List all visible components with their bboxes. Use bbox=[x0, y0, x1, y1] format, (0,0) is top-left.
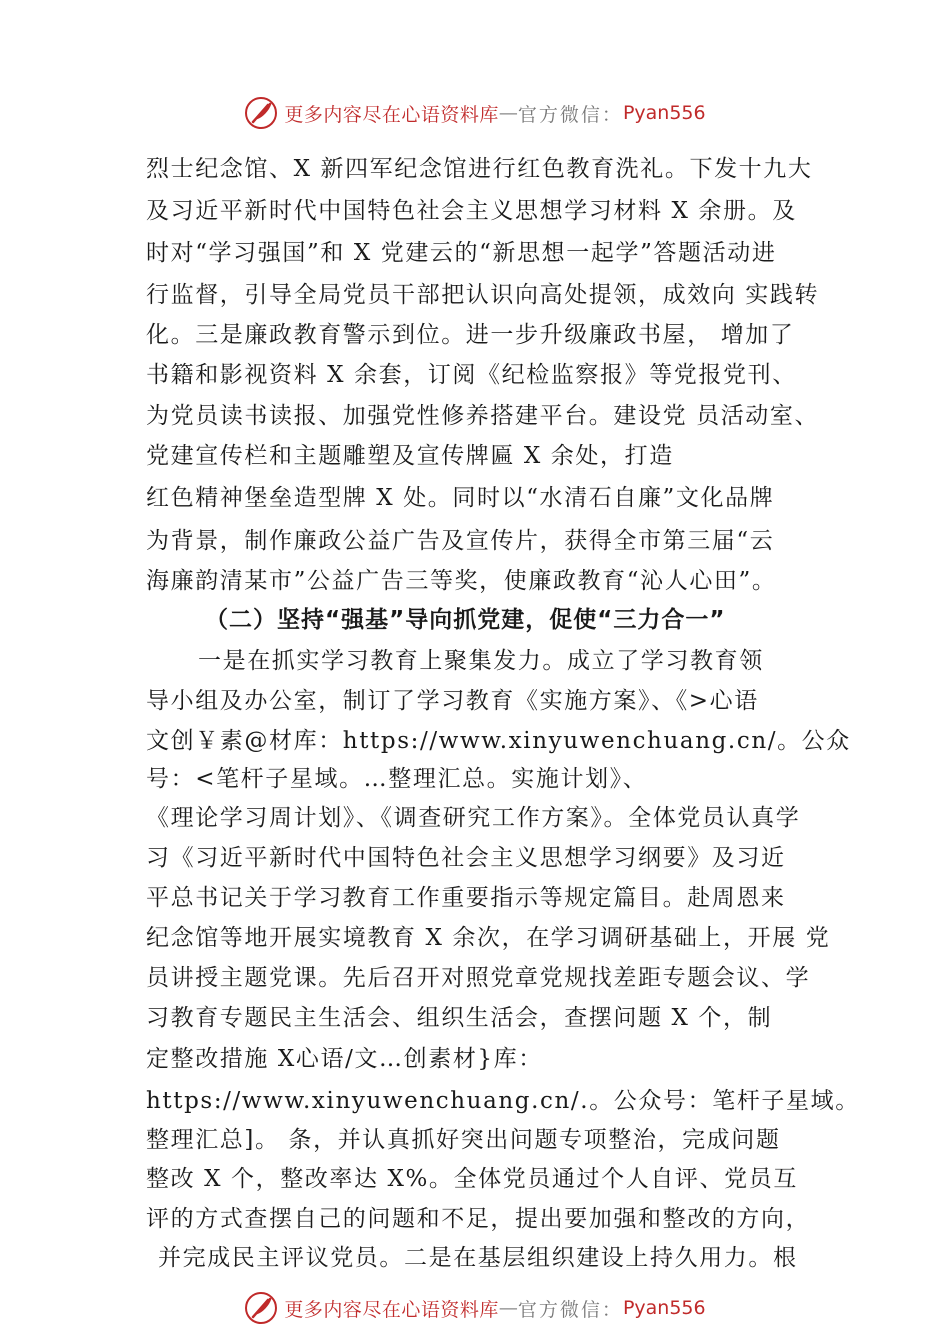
quill-logo-icon bbox=[244, 96, 278, 130]
watermark-brand-text: 更多内容尽在心语资料库 bbox=[284, 103, 499, 126]
text-line: 《理论学习周计划》、《调查研究工作方案》。全体党员认真学 bbox=[146, 805, 801, 831]
text-line: 习《习近平新时代中国特色社会主义思想学习纲要》及习近 bbox=[146, 845, 786, 871]
section-heading: （二）坚持“强基”导向抓党建，促使“三力合一” bbox=[205, 607, 726, 633]
text-line: 红色精神堡垒造型牌 X 处。同时以“水清石自廉”文化品牌 bbox=[146, 485, 775, 511]
text-line: 评的方式查摆自己的问题和不足，提出要加强和整改的方向， bbox=[146, 1206, 811, 1232]
text-line: 烈士纪念馆、X 新四军纪念馆进行红色教育洗礼。下发十九大 bbox=[146, 156, 813, 182]
text-line: 党建宣传栏和主题雕塑及宣传牌匾 X 余处，打造 bbox=[146, 443, 674, 469]
text-line: 行监督，引导全局党员干部把认识向高处提领，成效向 实践转 bbox=[146, 282, 820, 308]
text-line: 习教育专题民主生活会、组织生活会，查摆问题 X 个，制 bbox=[146, 1005, 773, 1031]
text-line: 及习近平新时代中国特色社会主义思想学习材料 X 余册。及 bbox=[146, 198, 797, 224]
watermark-banner-top bbox=[0, 93, 950, 133]
watermark-separator: — bbox=[498, 102, 518, 124]
text-line: 纪念馆等地开展实境教育 X 余次，在学习调研基础上，开展 党 bbox=[146, 925, 831, 951]
text-line: 整理汇总]。 条，并认真抓好突出问题专项整治，完成问题 bbox=[146, 1127, 781, 1153]
text-line: 平总书记关于学习教育工作重要指示等规定篇目。赴周恩来 bbox=[146, 885, 786, 911]
watermark-brand-text: 更多内容尽在心语资料库 bbox=[284, 1298, 499, 1321]
text-line: 一是在抓实学习教育上聚集发力。成立了学习教育领 bbox=[198, 648, 764, 674]
text-line: 员讲授主题党课。先后召开对照党章党规找差距专题会议、学 bbox=[146, 965, 811, 991]
watermark-separator: — bbox=[498, 1297, 518, 1319]
quill-logo-icon bbox=[244, 1291, 278, 1325]
text-line: 导小组及办公室，制订了学习教育《实施方案》、《>心语 bbox=[146, 688, 759, 714]
watermark-banner-bottom bbox=[0, 1288, 950, 1328]
text-line: 为党员读书读报、加强党性修养搭建平台。建设党 员活动室、 bbox=[146, 403, 820, 429]
watermark-label: 官方微信： bbox=[517, 1298, 623, 1321]
text-line: 号：<笔杆子星域。…整理汇总。实施计划》、 bbox=[146, 766, 648, 792]
watermark-label: 官方微信： bbox=[517, 103, 623, 126]
watermark-account: Pyan556 bbox=[622, 1297, 706, 1319]
text-line: 整改 X 个，整改率达 X%。全体党员通过个人自评、党员互 bbox=[146, 1166, 798, 1192]
watermark-account: Pyan556 bbox=[622, 102, 706, 124]
text-line: 时对“学习强国”和 X 党建云的“新思想一起学”答题活动进 bbox=[146, 240, 777, 266]
text-line: 书籍和影视资料 X 余套，订阅《纪检监察报》等党报党刊、 bbox=[146, 362, 797, 388]
text-line: 化。三是廉政教育警示到位。进一步升级廉政书屋， 增加了 bbox=[146, 322, 795, 348]
text-line: 海廉韵清某市”公益广告三等奖，使廉政教育“沁人心田”。 bbox=[146, 568, 777, 594]
text-line: 并完成民主评议党员。二是在基层组织建设上持久用力。根 bbox=[158, 1245, 798, 1271]
text-line: 为背景，制作廉政公益广告及宣传片，获得全市第三届“云 bbox=[146, 528, 775, 554]
text-line: https://www.xinyuwenchuang.cn/.。公众号：笔杆子星域。 bbox=[146, 1088, 860, 1114]
text-line: 文创￥素@材库：https://www.xinyuwenchuang.cn/。公众 bbox=[146, 728, 851, 754]
text-line: 定整改措施 X心语/文…创素材}库： bbox=[146, 1046, 543, 1072]
